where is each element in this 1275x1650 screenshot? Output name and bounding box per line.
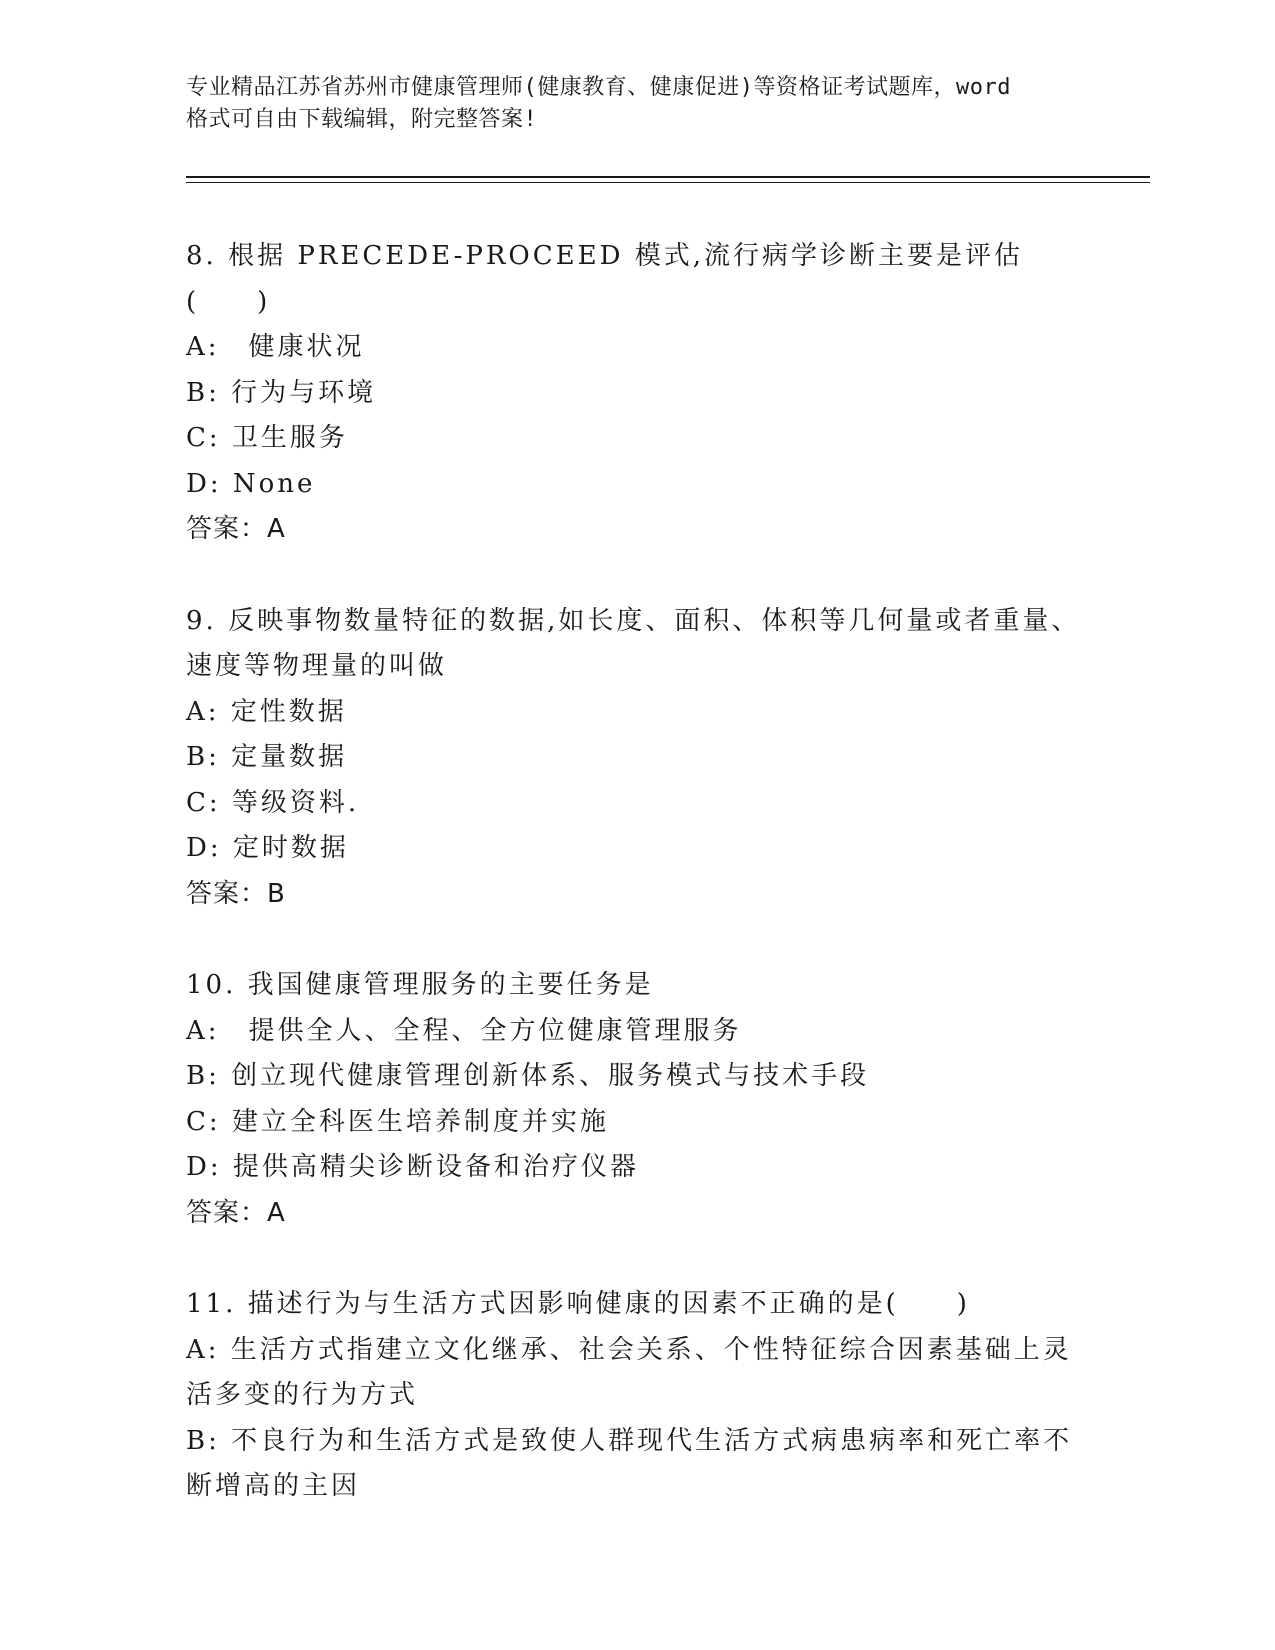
option-a: A: 生活方式指建立文化继承、社会关系、个性特征综合因素基础上灵活多变的行为方式 (186, 1334, 1072, 1410)
question-list (186, 234, 1086, 1556)
option-d: D: 提供高精尖诊断设备和治疗仪器 (186, 1152, 639, 1182)
header-divider (186, 176, 1150, 178)
header-line-1: 专业精品江苏省苏州市健康管理师(健康教育、健康促进)等资格证考试题库，word (186, 75, 1011, 100)
document-header (186, 72, 1086, 136)
option-c: C: 卫生服务 (186, 423, 348, 453)
option-d: D: None (186, 468, 316, 499)
question-stem: 9. 反映事物数量特征的数据,如长度、面积、体积等几何量或者重量、速度等物理量的叫做 (186, 605, 1081, 681)
option-b: B: 不良行为和生活方式是致使人群现代生活方式病患病率和死亡率不断增高的主因 (186, 1425, 1073, 1501)
option-a: A: 健康状况 (186, 332, 365, 362)
question-9 (186, 599, 1086, 918)
question-stem: 11. 描述行为与生活方式因影响健康的因素不正确的是( ) (186, 1289, 970, 1319)
question-11 (186, 1282, 1086, 1510)
answer: 答案：A (186, 514, 286, 544)
header-divider-thin (186, 182, 1150, 183)
option-a: A: 定性数据 (186, 696, 347, 727)
option-d: D: 定时数据 (186, 833, 349, 863)
answer: 答案：A (186, 1197, 286, 1228)
option-c: C: 建立全科医生培养制度并实施 (186, 1106, 609, 1137)
question-stem: 8. 根据 PRECEDE-PROCEED 模式,流行病学诊断主要是评估( ) (186, 241, 1023, 317)
option-b: B: 行为与环境 (186, 377, 377, 408)
option-c: C: 等级资料. (186, 787, 360, 818)
question-10 (186, 963, 1086, 1236)
answer: 答案：B (186, 878, 286, 909)
option-b: B: 定量数据 (186, 742, 348, 772)
header-line-2: 格式可自由下载编辑，附完整答案! (186, 107, 538, 132)
question-8 (186, 234, 1086, 553)
question-stem: 10. 我国健康管理服务的主要任务是 (186, 970, 654, 1000)
option-a: A: 提供全人、全程、全方位健康管理服务 (186, 1015, 742, 1046)
option-b: B: 创立现代健康管理创新体系、服务模式与技术手段 (186, 1061, 870, 1091)
